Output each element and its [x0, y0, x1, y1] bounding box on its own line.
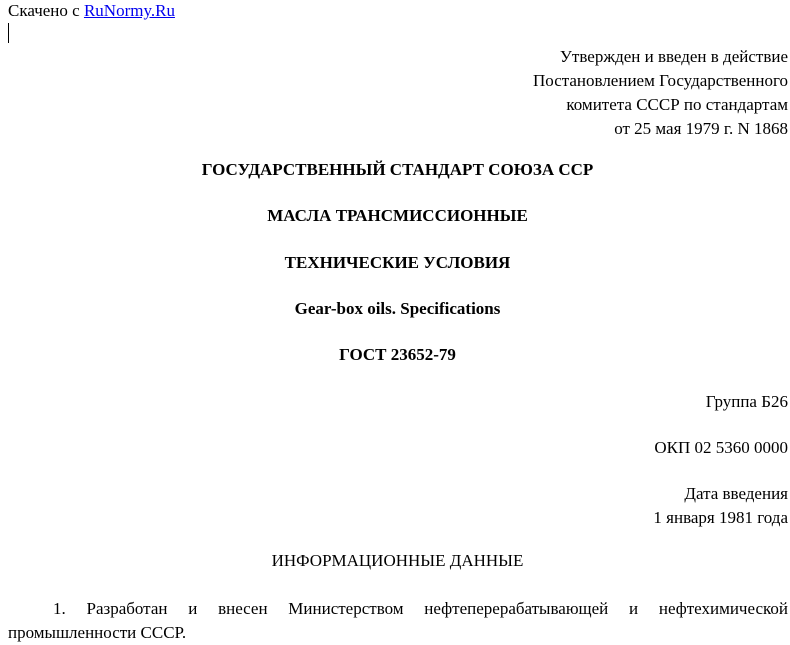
standard-code: ГОСТ 23652-79 — [339, 345, 456, 364]
downloaded-prefix: Скачено с — [8, 1, 80, 20]
okp-label: ОКП 02 5360 0000 — [654, 438, 788, 457]
intro-date-block — [653, 482, 788, 530]
approval-line: от 25 мая 1979 г. N 1868 — [614, 119, 788, 138]
intro-date-label: Дата введения — [684, 484, 788, 503]
info-item-1-line-1: 1. Разработан и внесен Министерством нефтеперерабатывающей и нефтехимической — [53, 599, 788, 618]
intro-date-value: 1 января 1981 года — [653, 508, 788, 527]
download-source-line — [8, 1, 175, 21]
approval-line: комитета СССР по стандартам — [566, 95, 788, 114]
standard-english-title: Gear-box oils. Specifications — [294, 299, 501, 318]
info-item-1-line-2: промышленности СССР. — [8, 623, 187, 642]
text-cursor — [8, 23, 9, 43]
standard-subject: МАСЛА ТРАНСМИССИОННЫЕ — [267, 206, 528, 225]
approval-line: Постановлением Государственного — [533, 71, 788, 90]
approval-block — [533, 45, 788, 141]
info-section-title: ИНФОРМАЦИОННЫЕ ДАННЫЕ — [271, 551, 524, 570]
group-label: Группа Б26 — [705, 392, 788, 411]
standard-title: ГОСУДАРСТВЕННЫЙ СТАНДАРТ СОЮЗА ССР — [201, 160, 594, 179]
approval-line: Утвержден и введен в действие — [559, 47, 788, 66]
runormy-link[interactable]: RuNormy.Ru — [83, 1, 175, 20]
standard-conditions: ТЕХНИЧЕСКИЕ УСЛОВИЯ — [284, 253, 511, 272]
info-item-1 — [8, 597, 788, 645]
